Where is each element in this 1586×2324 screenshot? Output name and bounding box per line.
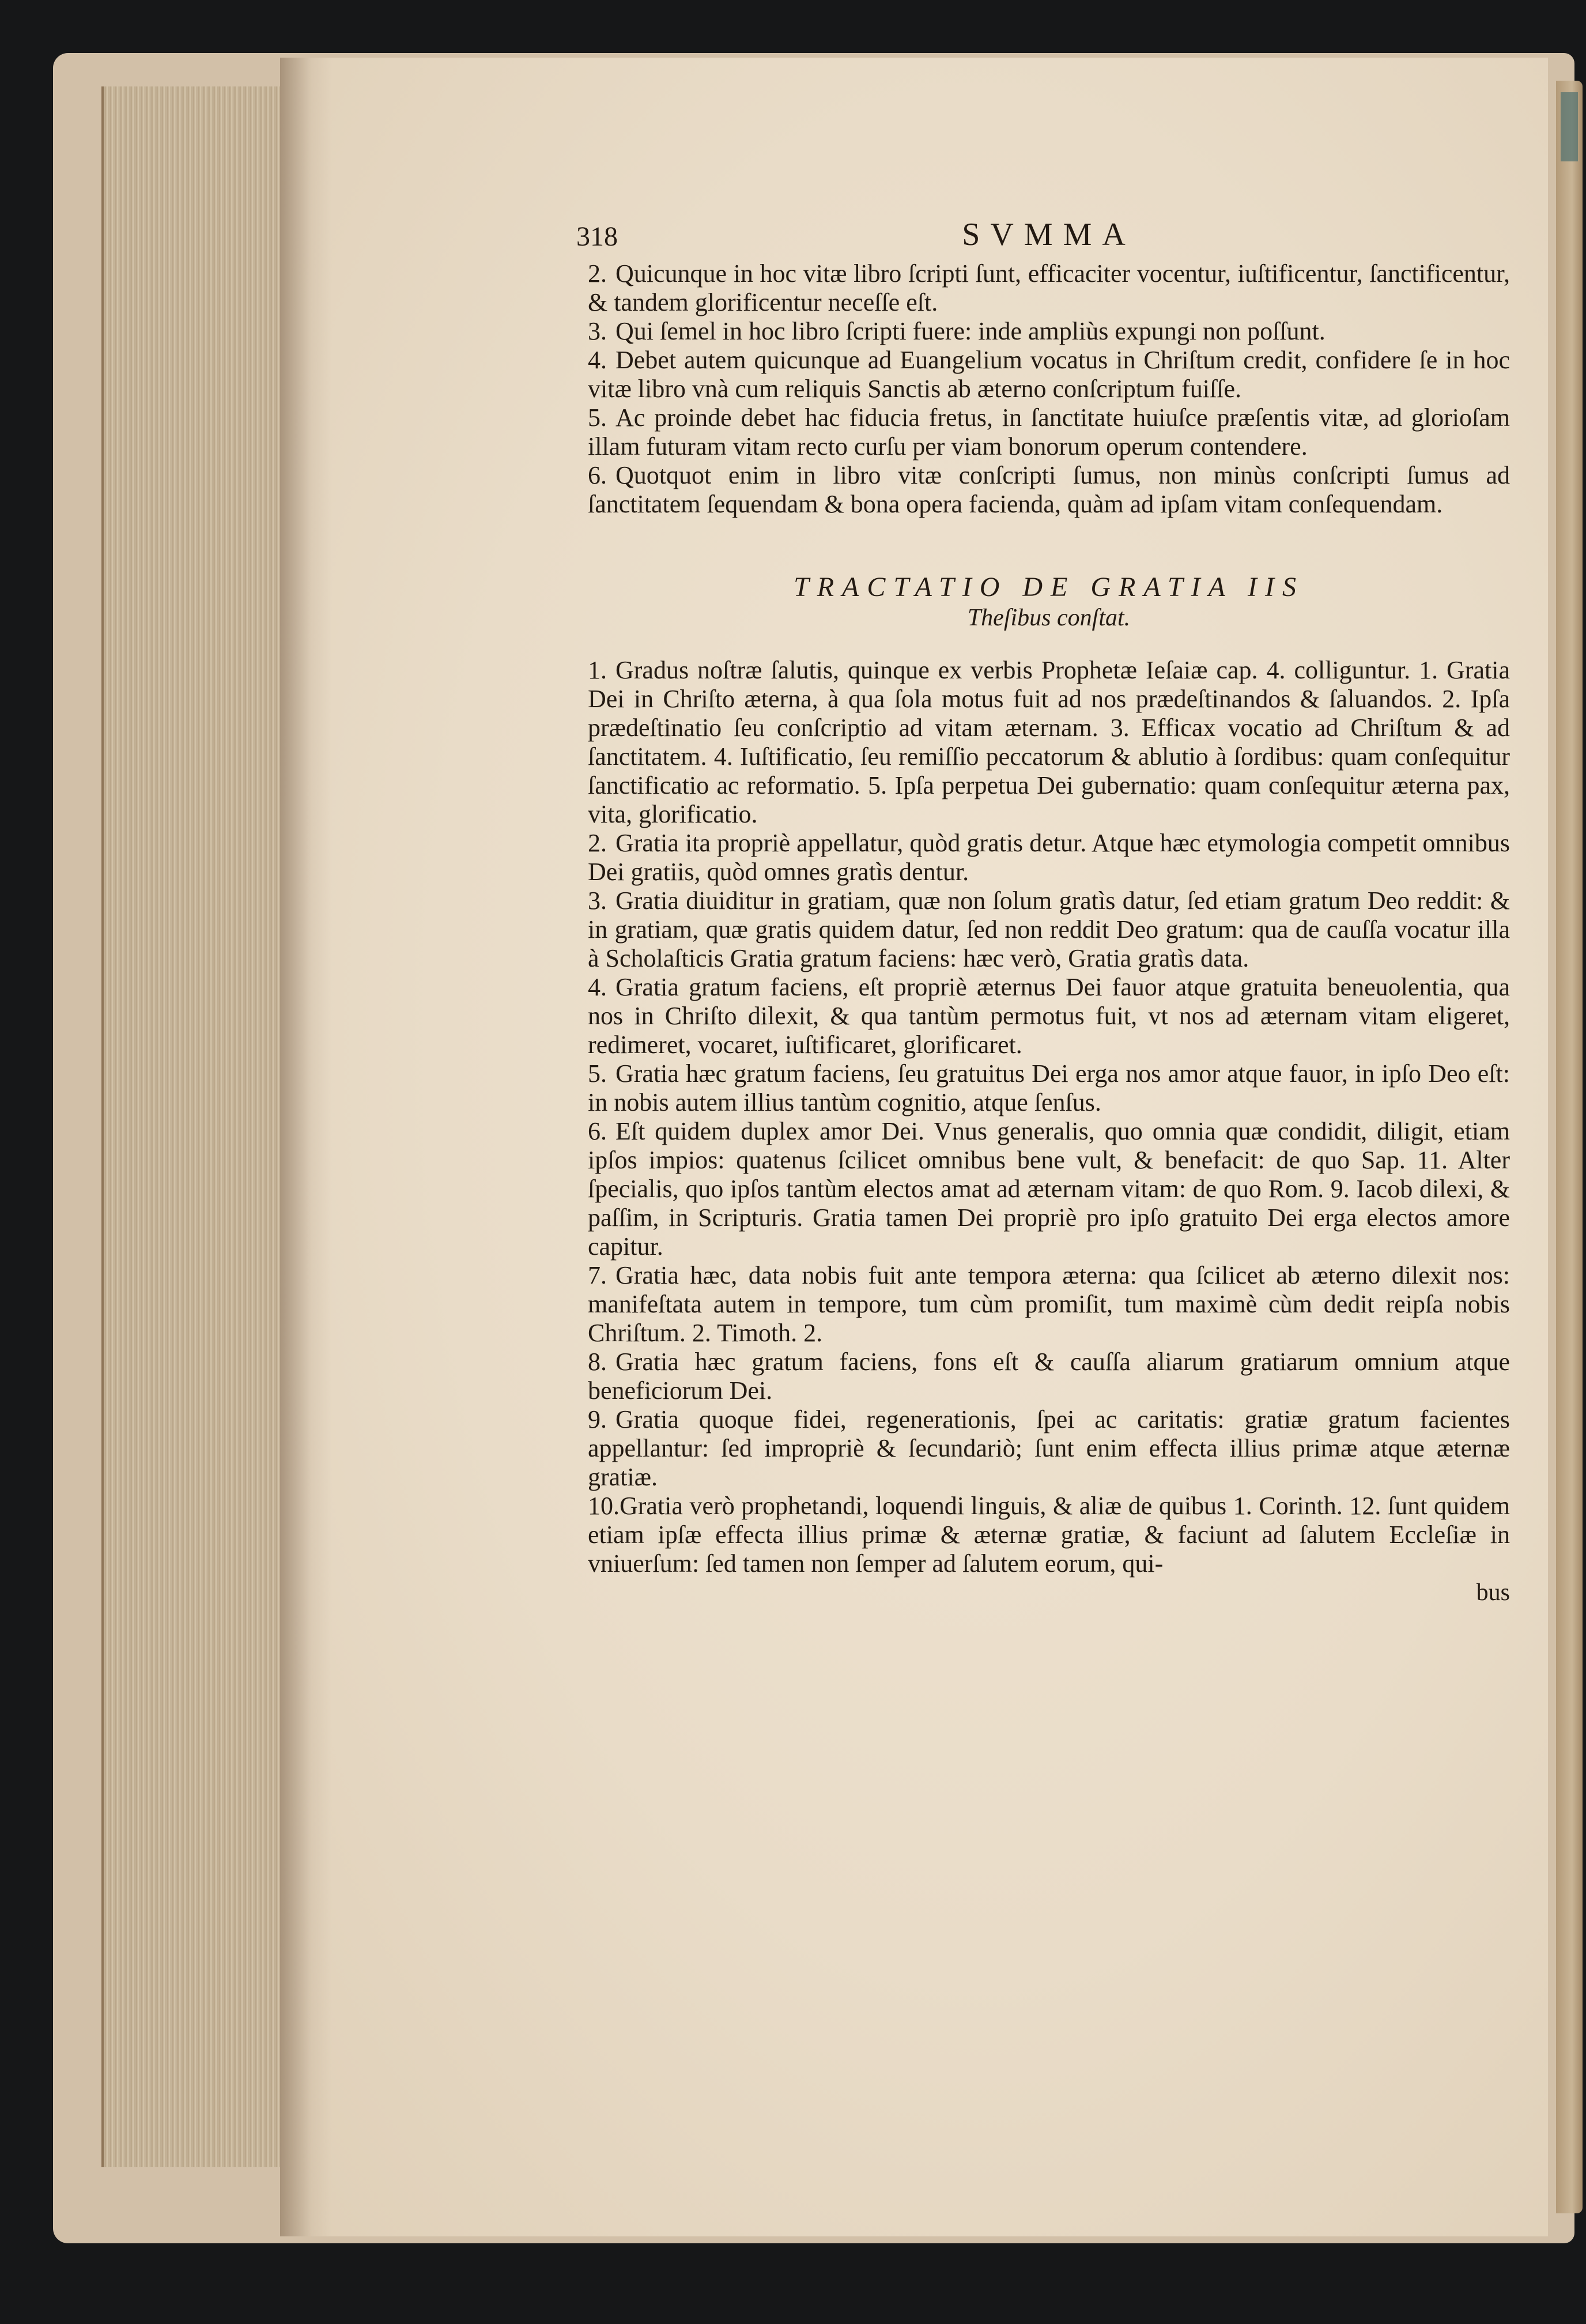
item-text: Ac proinde debet hac fiducia fretus, in ſanctitate huiuſce præſentis vitæ, ad glorioſam illam futuram vitam recto curſu per viam bonorum operum contendere. — [588, 403, 1510, 461]
item-number: 4. — [588, 346, 607, 374]
treatise-section — [588, 656, 1510, 1578]
list-item — [588, 656, 1510, 829]
list-item — [588, 886, 1510, 973]
list-item — [588, 403, 1510, 461]
section-gap — [588, 519, 1510, 572]
item-number: 5. — [588, 403, 607, 432]
catchword: bus — [1476, 1579, 1510, 1606]
item-number: 6. — [588, 1117, 607, 1145]
top-section — [588, 259, 1510, 519]
item-text: Gratia gratum faciens, eſt propriè æternus Dei fauor atque gratuita beneuolentia, qua nos in Chriſto dilexit, & qua tantùm permotus fuit, vt nos ad æternam vitam eligeret, redimeret, vocaret, iuſtificaret, glorificaret. — [588, 973, 1510, 1059]
item-text: Gratia hæc, data nobis fuit ante tempora æterna: qua ſcilicet ab æterno dilexit nos: manifeſtata autem in tempore, tum cùm promiſit, tum maximè cùm dedit reipſa nobis Chriſtum. 2. Timoth. 2. — [588, 1261, 1510, 1347]
item-number: 6. — [588, 461, 607, 489]
list-item — [588, 461, 1510, 519]
item-text: Quotquot enim in libro vitæ conſcripti ſumus, non minùs conſcripti ſumus ad ſanctitatem ſequendam & bona opera facienda, quàm ad ipſam vitam conſequendam. — [588, 461, 1510, 518]
item-number: 5. — [588, 1059, 607, 1088]
item-text: Eſt quidem duplex amor Dei. Vnus generalis, quo omnia quæ condidit, diligit, etiam ipſos impios: quatenus ſcilicet omnibus bene vult, & benefacit: de quo Sap. 11. Alter ſpecialis, quo ipſos tantùm electos amat ad æternam vitam: de quo Rom. 9. Iacob dilexi, & paſſim, in Scripturis. Gratia tamen Dei propriè pro ipſo gratuito Dei erga electos amore capitur. — [588, 1117, 1510, 1261]
list-item — [588, 829, 1510, 886]
item-text: Gratia verò prophetandi, loquendi linguis, & aliæ de quibus 1. Corinth. 12. ſunt quidem etiam ipſæ effecta illius primæ & æternæ gratiæ, & faciunt ad ſalutem Eccleſiæ in vniuerſum: ſed tamen non ſemper ad ſalutem eorum, qui- — [588, 1492, 1510, 1578]
list-item — [588, 346, 1510, 403]
item-number: 2. — [588, 829, 607, 857]
item-text: Gratia hæc gratum faciens, ſeu gratuitus Dei erga nos amor atque fauor, in ipſo Deo eſt: in nobis autem illius tantùm cognitio, atque ſenſus. — [588, 1059, 1510, 1116]
item-number: 7. — [588, 1261, 607, 1289]
list-item — [588, 1059, 1510, 1117]
page-text — [576, 217, 1510, 1607]
facing-page-tab — [1561, 92, 1578, 161]
item-text: Gratia diuiditur in gratiam, quæ non ſolum gratìs datur, ſed etiam gratum Deo reddit: & in gratiam, quæ gratis quidem datur, ſed non reddit Deo gratum: qua de cauſſa vocatur illa à Scholaſticis Gratia gratum faciens: hæc verò, Gratia gratìs data. — [588, 886, 1510, 972]
item-number: 10. — [588, 1492, 620, 1520]
list-item — [588, 259, 1510, 317]
section-heading: TRACTATIO DE GRATIA IIS — [794, 572, 1304, 602]
list-item — [588, 1348, 1510, 1405]
item-number: 3. — [588, 317, 607, 345]
item-number: 2. — [588, 259, 607, 288]
item-number: 8. — [588, 1348, 607, 1376]
item-number: 3. — [588, 886, 607, 915]
item-text: Quicunque in hoc vitæ libro ſcripti ſunt, efficaciter vocentur, iuſtificentur, ſanctificentur, & tandem glorificentur neceſſe eſt. — [588, 259, 1510, 316]
item-text: Gradus noſtræ ſalutis, quinque ex verbis Prophetæ Ieſaiæ cap. 4. colliguntur. 1. Gratia Dei in Chriſto æterna, à qua ſola motus fuit ad nos prædeſtinandos & ſaluandos. 2. Ipſa prædeſtinatio ſeu conſcriptio ad vitam æternam. 3. Efficax vocatio ad Chriſtum & ad ſanctitatem. 4. Iuſtificatio, ſeu remiſſio peccatorum & ablutio à ſordibus: quam conſequitur ſanctificatio ac reformatio. 5. Ipſa perpetua Dei gubernatio: quam conſequitur æterna pax, vita, glorificatio. — [588, 656, 1510, 828]
item-number: 9. — [588, 1405, 607, 1433]
running-head — [576, 217, 1510, 256]
item-text: Gratia quoque fidei, regenerationis, ſpei ac caritatis: gratiæ gratum facientes appellantur: ſed impropriè & ſecundariò; ſunt enim effecta illius primæ atque æternæ gratiæ. — [588, 1405, 1510, 1491]
list-item — [588, 1261, 1510, 1348]
list-item — [588, 1492, 1510, 1578]
item-number: 1. — [588, 656, 607, 684]
gutter-shadow — [280, 58, 332, 2236]
list-item — [588, 317, 1510, 346]
item-text: Debet autem quicunque ad Euangelium vocatus in Chriſtum credit, confidere ſe in hoc vitæ libro vnà cum reliquis Sanctis ab æterno conſcriptum fuiſſe. — [588, 346, 1510, 403]
item-text: Gratia ita propriè appellatur, quòd gratis detur. Atque hæc etymologia competit omnibus Dei gratiis, quòd omnes gratìs dentur. — [588, 829, 1510, 886]
running-title: SVMMA — [962, 217, 1136, 252]
item-text: Qui ſemel in hoc libro ſcripti fuere: inde ampliùs expungi non poſſunt. — [615, 317, 1326, 345]
section-subheading: Theſibus conſtat. — [967, 605, 1131, 631]
page-number: 318 — [576, 221, 618, 252]
facing-page-edge — [1556, 81, 1583, 2213]
item-text: Gratia hæc gratum faciens, fons eſt & cauſſa aliarum gratiarum omnium atque beneficiorum Dei. — [588, 1348, 1510, 1405]
list-item — [588, 973, 1510, 1059]
list-item — [588, 1405, 1510, 1492]
list-item — [588, 1117, 1510, 1261]
item-number: 4. — [588, 973, 607, 1001]
page-stack-edge — [101, 86, 286, 2167]
